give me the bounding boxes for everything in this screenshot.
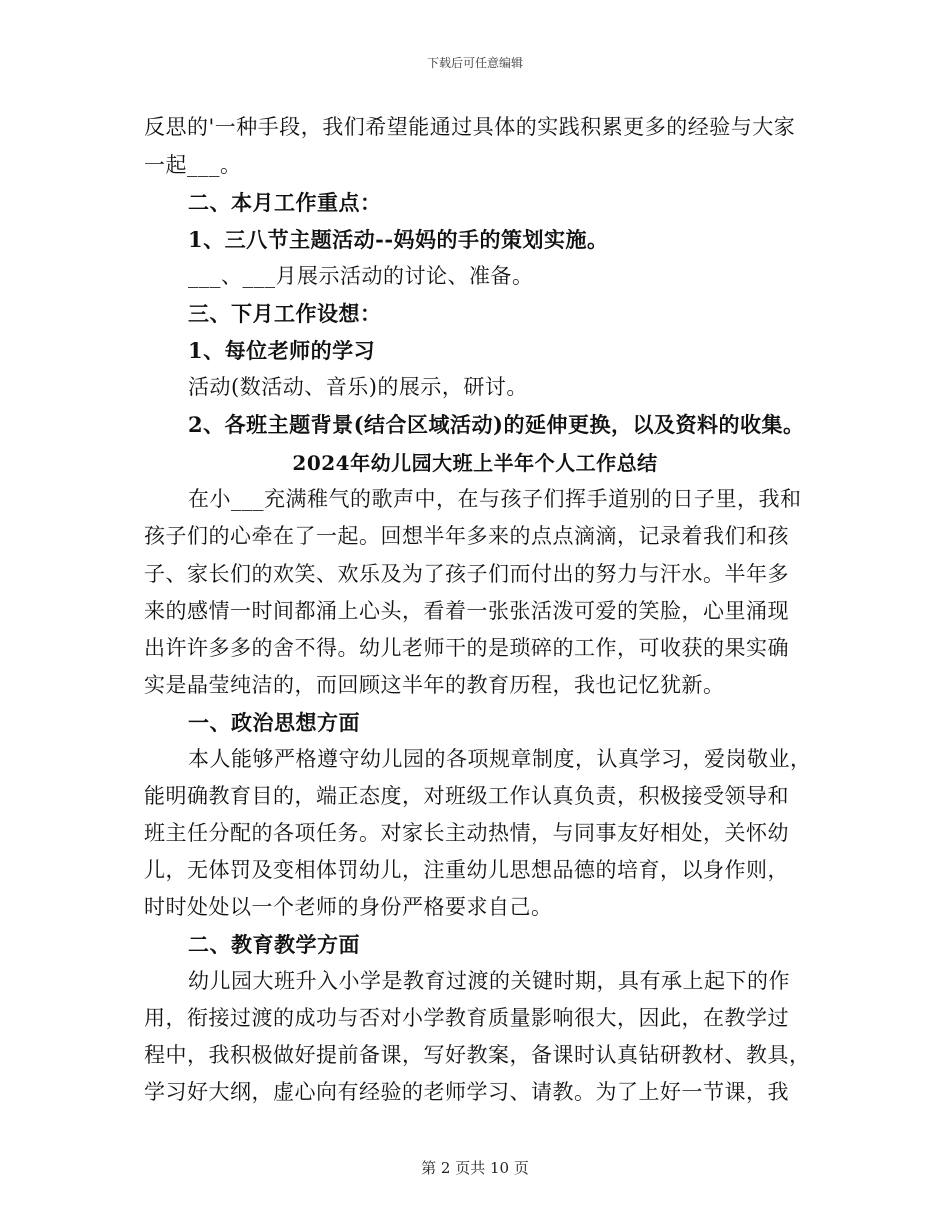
page-header: 下载后可任意编辑 <box>426 56 523 70</box>
section-heading: 一、政治思想方面 <box>188 710 360 735</box>
body-line: 活动(数活动、音乐)的展示，研讨。 <box>188 375 528 399</box>
paragraph-line: 能明确教育目的，端正态度，对班级工作认真负责，积极接受领导和 <box>144 784 789 808</box>
paragraph-line: 用，衔接过渡的成功与否对小学教育质量影响很大，因此，在教学过 <box>144 1006 789 1030</box>
list-item: 1、三八节主题活动--妈妈的手的策划实施。 <box>188 227 609 252</box>
paragraph-line: 在小___充满稚气的歌声中，在与孩子们挥手道别的日子里，我和 <box>188 487 802 511</box>
paragraph-line: 儿，无体罚及变相体罚幼儿，注重幼儿思想品德的培育，以身作则， <box>144 858 789 882</box>
section-heading: 二、本月工作重点： <box>188 190 382 215</box>
page-footer: 第 2 页共 10 页 <box>421 1159 529 1177</box>
document-title: 2024年幼儿园大班上半年个人工作总结 <box>292 451 658 475</box>
list-item: ___、___月展示活动的讨论、准备。 <box>188 264 534 288</box>
paragraph-line: 本人能够严格遵守幼儿园的各项规章制度，认真学习，爱岗敬业， <box>188 747 812 771</box>
list-item: 2、各班主题背景(结合区域活动)的延伸更换，以及资料的收集。 <box>188 412 805 437</box>
paragraph-line: 程中，我积极做好提前备课，写好教案，备课时认真钻研教材、教具， <box>144 1043 811 1067</box>
paragraph-line: 孩子们的心牵在了一起。回想半年多来的点点滴滴，记录着我们和孩 <box>144 524 789 548</box>
body-line: 一起___。 <box>144 153 242 177</box>
body-line: 反思的'一种手段，我们希望能通过具体的实践积累更多的经验与大家 <box>144 115 796 139</box>
paragraph-line: 班主任分配的各项任务。对家长主动热情，与同事友好相处，关怀幼 <box>144 821 789 845</box>
section-heading: 三、下月工作设想： <box>188 301 382 326</box>
paragraph-line: 实是晶莹纯洁的，而回顾这半年的教育历程，我也记忆犹新。 <box>144 673 725 697</box>
paragraph-line: 学习好大纲，虚心向有经验的老师学习、请教。为了上好一节课，我 <box>144 1080 789 1104</box>
paragraph-line: 出许许多多的舍不得。幼儿老师干的是琐碎的工作，可收获的果实确 <box>144 636 789 660</box>
section-heading: 二、教育教学方面 <box>188 932 360 957</box>
list-item: 1、每位老师的学习 <box>188 338 376 363</box>
paragraph-line: 幼儿园大班升入小学是教育过渡的关键时期，具有承上起下的作 <box>188 969 790 993</box>
paragraph-line: 时时处处以一个老师的身份严格要求自己。 <box>144 895 553 919</box>
paragraph-line: 子、家长们的欢笑、欢乐及为了孩子们而付出的努力与汗水。半年多 <box>144 562 789 586</box>
paragraph-line: 来的感情一时间都涌上心头，看着一张张活泼可爱的笑脸，心里涌现 <box>144 599 789 623</box>
